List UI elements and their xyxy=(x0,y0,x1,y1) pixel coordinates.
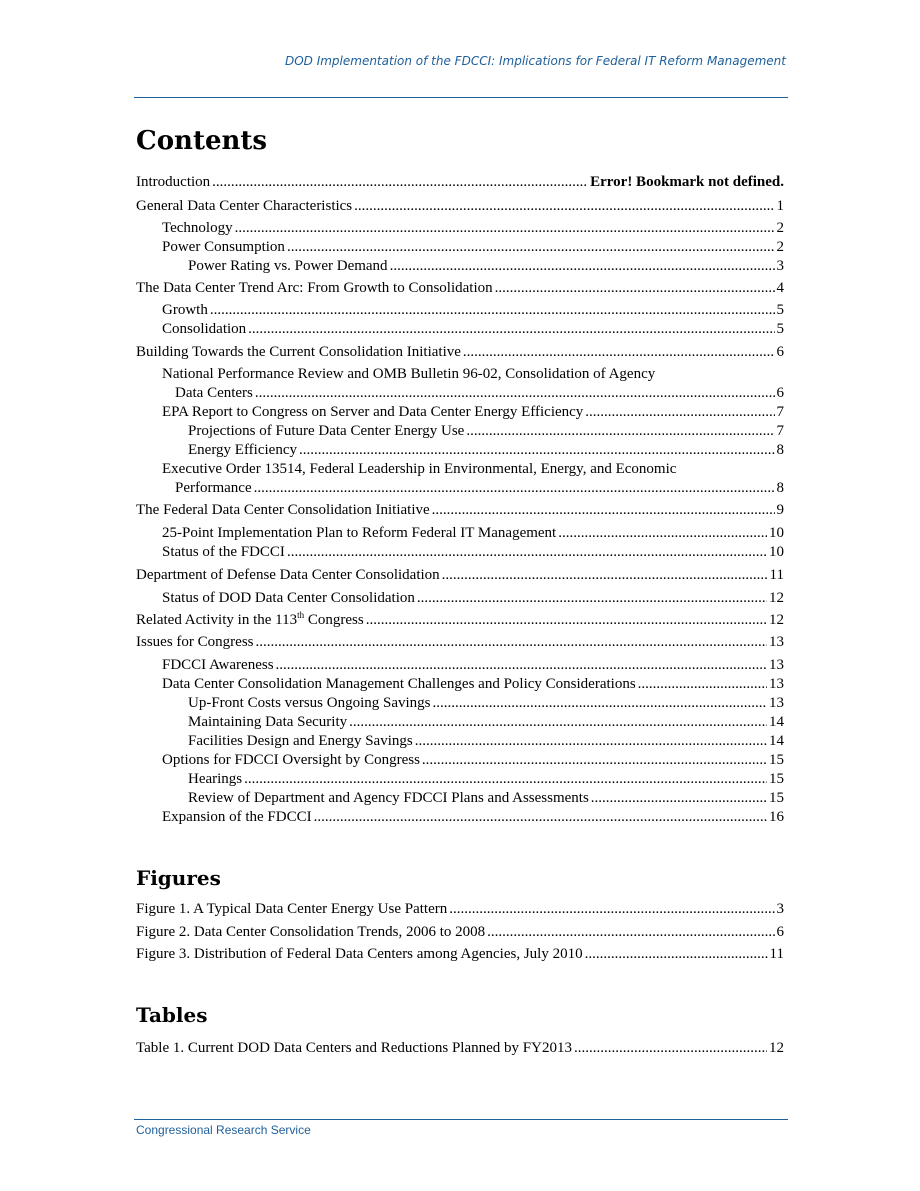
toc-entry[interactable]: Status of the FDCCI ..... 10 xyxy=(136,543,784,562)
toc-entry[interactable]: Introduction ..... Error! Bookmark not defined. xyxy=(136,173,784,192)
toc-entry[interactable]: 25-Point Implementation Plan to Reform Federal IT Management ..... 10 xyxy=(136,524,784,543)
toc-entry[interactable]: Technology ..... 2 xyxy=(136,219,784,238)
figures-heading: Figures xyxy=(136,866,221,890)
toc-entry[interactable]: General Data Center Characteristics ..... 1 xyxy=(136,197,784,216)
toc-entry[interactable]: Building Towards the Current Consolidation Initiative ..... 6 xyxy=(136,343,784,362)
toc-entry[interactable]: Expansion of the FDCCI ..... 16 xyxy=(136,808,784,827)
toc-entry[interactable]: Consolidation ..... 5 xyxy=(136,320,784,339)
footer-divider xyxy=(134,1119,788,1120)
toc-entry[interactable]: Power Consumption ..... 2 xyxy=(136,238,784,257)
toc-entry[interactable]: Hearings ..... 15 xyxy=(136,770,784,789)
toc-entry[interactable]: Options for FDCCI Oversight by Congress ..... 15 xyxy=(136,751,784,770)
footer-publisher: Congressional Research Service xyxy=(136,1123,311,1137)
toc-entry[interactable]: EPA Report to Congress on Server and Data Center Energy Efficiency ..... 7 xyxy=(136,403,784,422)
toc-entry[interactable]: The Data Center Trend Arc: From Growth to Consolidation ..... 4 xyxy=(136,279,784,298)
toc-entry[interactable]: FDCCI Awareness ..... 13 xyxy=(136,656,784,675)
toc-entry[interactable]: Maintaining Data Security ..... 14 xyxy=(136,713,784,732)
toc-page-error: Error! Bookmark not defined. xyxy=(590,174,784,190)
table-entry[interactable]: Table 1. Current DOD Data Centers and Reductions Planned by FY2013 ..... 12 xyxy=(136,1039,784,1058)
toc-entry[interactable]: The Federal Data Center Consolidation Initiative ..... 9 xyxy=(136,501,784,520)
toc-entry[interactable]: Status of DOD Data Center Consolidation ..... 12 xyxy=(136,589,784,608)
toc-entry[interactable]: Power Rating vs. Power Demand ..... 3 xyxy=(136,257,784,276)
tables-heading: Tables xyxy=(136,1003,208,1027)
toc-entry[interactable]: Department of Defense Data Center Consolidation ..... 11 xyxy=(136,566,784,585)
toc-entry[interactable]: Facilities Design and Energy Savings ..... 14 xyxy=(136,732,784,751)
toc-entry[interactable]: Up-Front Costs versus Ongoing Savings ..... 13 xyxy=(136,694,784,713)
toc-entry[interactable]: Energy Efficiency ..... 8 xyxy=(136,441,784,460)
toc-entry[interactable]: Projections of Future Data Center Energy Use ..... 7 xyxy=(136,422,784,441)
toc-entry[interactable]: National Performance Review and OMB Bulletin 96-02, Consolidation of Agency Data Centers ..... 6 xyxy=(136,365,784,403)
header-divider xyxy=(134,97,788,98)
toc-entry[interactable]: Data Center Consolidation Management Challenges and Policy Considerations ..... 13 xyxy=(136,675,784,694)
contents-heading: Contents xyxy=(136,126,268,156)
toc-entry[interactable]: Review of Department and Agency FDCCI Plans and Assessments ..... 15 xyxy=(136,789,784,808)
toc-entry[interactable]: Related Activity in the 113th Congress ..... 12 xyxy=(136,611,784,630)
figure-entry[interactable]: Figure 2. Data Center Consolidation Trends, 2006 to 2008 ..... 6 xyxy=(136,923,784,942)
running-header: DOD Implementation of the FDCCI: Implications for Federal IT Reform Management xyxy=(284,54,786,68)
toc-entry[interactable]: Issues for Congress ..... 13 xyxy=(136,633,784,652)
toc-entry[interactable]: Executive Order 13514, Federal Leadership in Environmental, Energy, and Economic Performance ..... 8 xyxy=(136,460,784,498)
toc-entry[interactable]: Growth ..... 5 xyxy=(136,301,784,320)
figure-entry[interactable]: Figure 3. Distribution of Federal Data Centers among Agencies, July 2010 ..... 11 xyxy=(136,945,784,964)
figure-entry[interactable]: Figure 1. A Typical Data Center Energy Use Pattern ..... 3 xyxy=(136,900,784,919)
